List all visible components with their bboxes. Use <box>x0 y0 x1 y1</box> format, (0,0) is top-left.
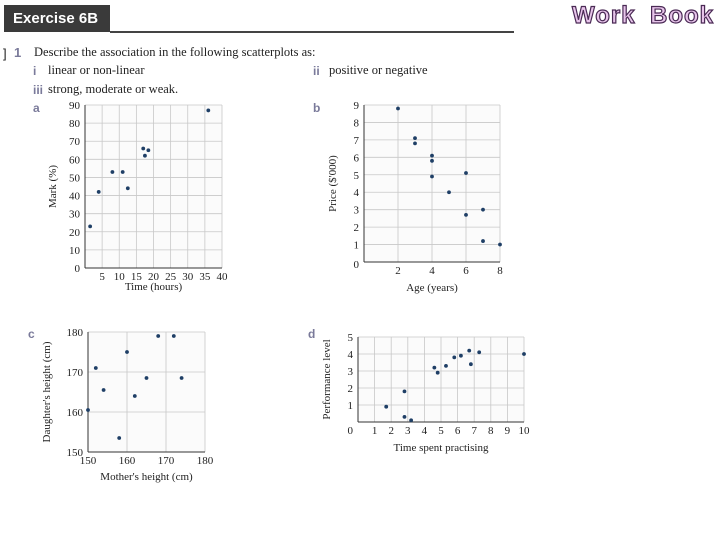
exercise-title: Exercise 6B <box>13 10 99 27</box>
data-point <box>477 350 481 354</box>
data-point <box>444 364 448 368</box>
x-tick-label: 6 <box>454 425 461 437</box>
y-tick-label: 60 <box>69 154 80 167</box>
x-axis-title: Time (hours) <box>124 281 183 293</box>
y-tick-label: 6 <box>353 152 359 165</box>
data-point <box>403 390 407 394</box>
criterion-iii-text: strong, moderate or weak. <box>48 82 179 96</box>
data-point <box>467 349 471 353</box>
x-axis-title: Time spent practising <box>393 442 489 454</box>
workbook-logo-word1: Work <box>572 2 636 29</box>
workbook-logo-word2: Book <box>650 2 714 29</box>
data-point <box>432 366 436 370</box>
x-axis-title: Mother's height (cm) <box>100 471 193 483</box>
x-tick-label: 150 <box>79 455 97 467</box>
y-tick-label: 2 <box>353 222 359 235</box>
y-tick-label: 20 <box>69 226 80 239</box>
criterion-i-text: linear or non-linear <box>48 63 145 77</box>
y-axis-title: Price ($'000) <box>327 155 339 212</box>
y-tick-label: 160 <box>66 407 83 419</box>
y-tick-label: 40 <box>69 190 80 203</box>
data-point <box>452 356 456 360</box>
x-tick-label: 9 <box>504 425 511 437</box>
part-c-label: c <box>28 327 35 341</box>
data-point <box>522 352 526 356</box>
criterion-iii-label: iii <box>33 83 44 97</box>
x-tick-label: 160 <box>118 455 136 467</box>
criterion-ii-text: positive or negative <box>329 63 428 77</box>
x-tick-label: 6 <box>463 265 469 277</box>
y-tick-label: 50 <box>69 172 80 185</box>
x-tick-label: 4 <box>429 265 435 277</box>
y-tick-label: 3 <box>353 204 359 217</box>
y-axis-title: Mark (%) <box>47 164 59 209</box>
x-tick-label: 20 <box>148 271 159 283</box>
y-tick-label: 4 <box>347 349 353 361</box>
question-prompt: Describe the association in the following scatterplots as: <box>34 45 316 59</box>
y-axis-title: Daughter's height (cm) <box>41 341 53 443</box>
y-tick-label: 4 <box>353 187 359 200</box>
x-tick-label: 8 <box>497 265 503 277</box>
y-tick-label: 5 <box>347 332 353 344</box>
origin-label: 0 <box>347 425 353 437</box>
part-a-label: a <box>33 101 40 115</box>
y-tick-label: 2 <box>347 383 353 395</box>
y-tick-label: 7 <box>353 134 359 147</box>
x-tick-label: 1 <box>371 425 378 437</box>
criterion-ii-label: ii <box>313 64 320 78</box>
y-tick-label: 3 <box>347 366 353 378</box>
x-tick-label: 40 <box>216 271 228 283</box>
y-tick-label: 70 <box>69 136 80 149</box>
question-bracket: ] <box>3 46 7 61</box>
y-tick-label: 180 <box>66 327 83 339</box>
x-tick-label: 5 <box>438 425 444 437</box>
y-tick-label: 9 <box>353 100 359 112</box>
y-tick-label: 1 <box>353 239 359 252</box>
x-tick-label: 30 <box>182 271 194 283</box>
y-axis-title: Performance level <box>321 339 333 420</box>
x-tick-label: 25 <box>165 271 177 283</box>
x-tick-label: 15 <box>130 271 142 283</box>
part-d-label: d <box>308 327 316 341</box>
x-tick-label: 180 <box>196 455 214 467</box>
y-tick-label: 10 <box>69 244 80 257</box>
y-tick-label: 1 <box>347 400 353 412</box>
x-tick-label: 8 <box>488 425 494 437</box>
origin-label: 0 <box>74 263 80 275</box>
x-axis-title: Age (years) <box>406 282 458 294</box>
y-tick-label: 8 <box>353 117 359 130</box>
y-tick-label: 170 <box>66 367 83 379</box>
y-tick-label: 150 <box>66 447 83 459</box>
x-tick-label: 2 <box>395 265 401 277</box>
x-tick-label: 3 <box>405 425 411 437</box>
x-tick-label: 10 <box>518 425 530 437</box>
criterion-i-label: i <box>33 64 37 78</box>
x-tick-label: 2 <box>388 425 394 437</box>
data-point <box>459 354 463 358</box>
data-point <box>436 371 440 375</box>
x-tick-label: 4 <box>421 425 428 437</box>
origin-label: 0 <box>353 259 359 271</box>
x-tick-label: 170 <box>157 455 175 467</box>
data-point <box>469 362 473 366</box>
y-tick-label: 80 <box>69 118 80 131</box>
part-b-label: b <box>313 101 321 115</box>
y-tick-label: 90 <box>69 100 80 112</box>
data-point <box>403 415 407 419</box>
x-tick-label: 7 <box>471 425 477 437</box>
question-number: 1 <box>14 45 22 60</box>
data-point <box>409 418 413 422</box>
y-tick-label: 5 <box>353 169 359 182</box>
x-tick-label: 35 <box>199 271 211 283</box>
y-tick-label: 30 <box>69 208 80 221</box>
data-point <box>384 405 388 409</box>
x-tick-label: 10 <box>113 271 125 283</box>
x-tick-label: 5 <box>99 271 105 283</box>
